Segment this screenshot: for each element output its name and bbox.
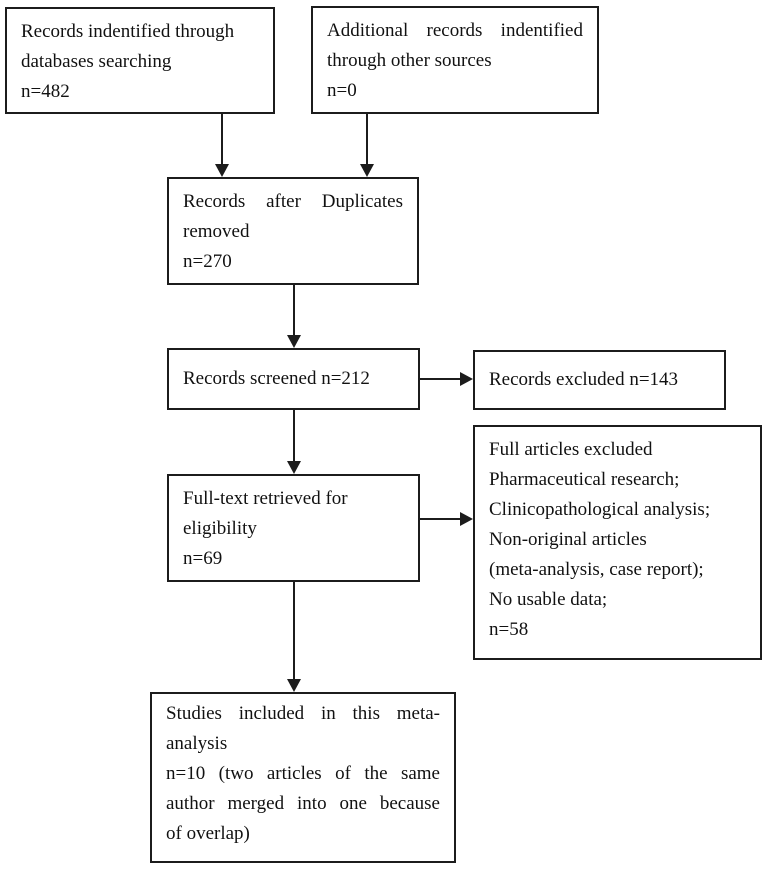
box-count: n=0 — [327, 80, 357, 101]
box-text-line: author merged into one because — [166, 793, 440, 814]
box-text-line: databases searching — [21, 51, 172, 72]
box-text-line: (meta-analysis, case report); — [489, 559, 704, 580]
box-text-line: Records excluded n=143 — [489, 369, 679, 390]
box-text-line: n=10 (two articles of the same — [166, 763, 440, 784]
box-records-excluded — [473, 350, 726, 410]
box-text-line: removed — [183, 221, 250, 242]
arrow-fulltext-to-fulltext-excluded — [420, 512, 473, 526]
box-text-line: Full articles excluded — [489, 439, 653, 460]
box-count: n=270 — [183, 251, 232, 272]
box-duplicates-removed — [167, 177, 419, 285]
box-text-line: Records screened n=212 — [183, 368, 370, 389]
box-studies-included — [150, 692, 456, 863]
arrow-duplicates-to-screened — [287, 285, 301, 348]
box-text-line: Clinicopathological analysis; — [489, 499, 711, 520]
arrow-screened-to-fulltext — [287, 410, 301, 474]
box-count: n=58 — [489, 619, 529, 640]
box-text-line: No usable data; — [489, 589, 608, 610]
box-text-line: Pharmaceutical research; — [489, 469, 680, 490]
box-text-line: Full-text retrieved for — [183, 488, 348, 509]
box-text-line: Records after Duplicates — [183, 191, 403, 212]
arrow-identified-to-duplicates — [215, 114, 229, 177]
box-text-line: of overlap) — [166, 823, 250, 844]
box-fulltext-retrieved — [167, 474, 420, 582]
box-count: n=482 — [21, 81, 70, 102]
arrow-screened-to-excluded — [420, 372, 473, 386]
box-text-line: Additional records indentified — [327, 20, 583, 41]
box-count: n=69 — [183, 548, 223, 569]
box-text-line: through other sources — [327, 50, 492, 71]
arrow-fulltext-to-included — [287, 582, 301, 692]
box-records-screened — [167, 348, 420, 410]
box-text-line: analysis — [166, 733, 228, 754]
box-full-articles-excluded — [473, 425, 762, 660]
arrow-additional-to-duplicates — [360, 114, 374, 177]
box-text-line: eligibility — [183, 518, 257, 539]
box-text-line: Studies included in this meta- — [166, 703, 440, 724]
box-records-identified — [5, 7, 275, 114]
box-additional-records — [311, 6, 599, 114]
box-text-line: Non-original articles — [489, 529, 647, 550]
box-text-line: Records indentified through — [21, 21, 235, 42]
